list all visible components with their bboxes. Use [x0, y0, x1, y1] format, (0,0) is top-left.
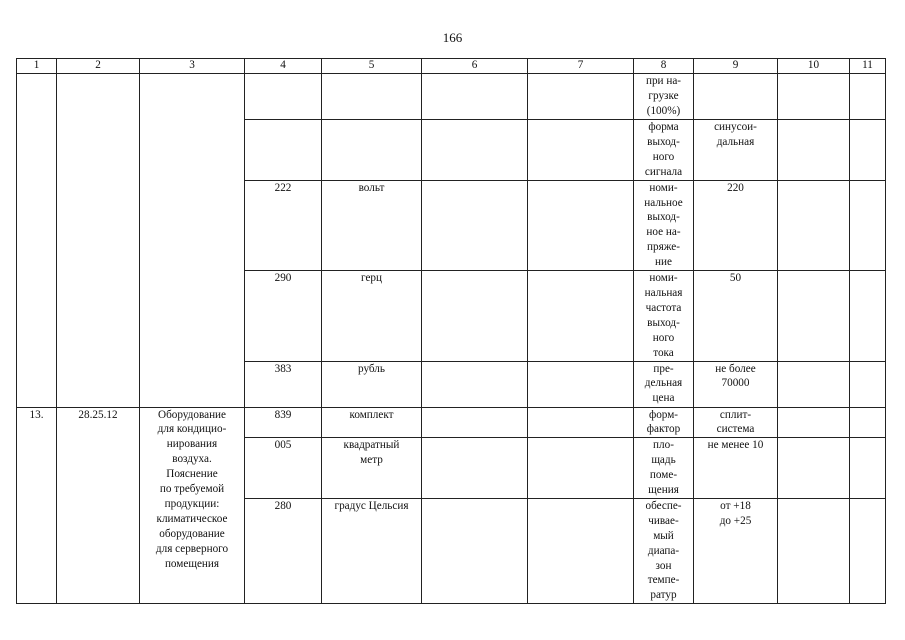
cell-empty [850, 407, 886, 438]
cell-characteristic: форма выход- ного сигнала [634, 120, 694, 181]
cell-okei-code: 290 [245, 271, 322, 361]
cell-unit: герц [322, 271, 422, 361]
cell-item-name: Оборудование для кондицио- нирования воздуха. Пояснение по требуемой продукции: климатическое оборудование для серверного помещения [140, 407, 245, 604]
cell-value [694, 74, 778, 120]
cell-unit: комплект [322, 407, 422, 438]
cell-unit [322, 120, 422, 181]
cell-empty [422, 74, 528, 120]
cell-value: 50 [694, 271, 778, 361]
cell-empty [850, 74, 886, 120]
column-number: 7 [528, 59, 634, 74]
cell-empty [778, 361, 850, 407]
cell-unit [322, 74, 422, 120]
characteristics-table [16, 58, 886, 604]
page-number: 166 [442, 30, 463, 45]
cell-characteristic: номи- нальная частота выход- ного тока [634, 271, 694, 361]
cell-characteristic: номи- нальное выход- ное на- пряже- ние [634, 180, 694, 270]
cell-empty [850, 438, 886, 499]
cell-empty [778, 438, 850, 499]
cell-empty [778, 271, 850, 361]
cell-value: не более 70000 [694, 361, 778, 407]
column-number-row [17, 59, 886, 74]
column-number: 3 [140, 59, 245, 74]
cell-okei-code: 005 [245, 438, 322, 499]
cell-empty [850, 120, 886, 181]
cell-unit: вольт [322, 180, 422, 270]
cell-unit: квадратный метр [322, 438, 422, 499]
cell-item-name [140, 74, 245, 408]
cell-okei-code: 222 [245, 180, 322, 270]
cell-unit: рубль [322, 361, 422, 407]
cell-okei-code [245, 74, 322, 120]
cell-empty [528, 361, 634, 407]
cell-empty [528, 271, 634, 361]
cell-empty [778, 407, 850, 438]
cell-okei-code [245, 120, 322, 181]
cell-empty [528, 74, 634, 120]
cell-empty [528, 438, 634, 499]
column-number: 4 [245, 59, 322, 74]
cell-empty [422, 120, 528, 181]
cell-value: 220 [694, 180, 778, 270]
cell-okei-code: 383 [245, 361, 322, 407]
cell-empty [850, 361, 886, 407]
cell-empty [422, 438, 528, 499]
cell-okpd-code [57, 74, 140, 408]
cell-empty [528, 407, 634, 438]
cell-empty [422, 271, 528, 361]
cell-empty [850, 498, 886, 603]
cell-empty [422, 361, 528, 407]
cell-empty [422, 498, 528, 603]
cell-empty [778, 120, 850, 181]
cell-empty [850, 271, 886, 361]
cell-number: 13. [17, 407, 57, 604]
cell-empty [528, 180, 634, 270]
cell-value: не менее 10 [694, 438, 778, 499]
cell-characteristic: при на- грузке (100%) [634, 74, 694, 120]
column-number: 11 [850, 59, 886, 74]
cell-empty [778, 498, 850, 603]
cell-okpd-code: 28.25.12 [57, 407, 140, 604]
column-number: 9 [694, 59, 778, 74]
cell-value: синусои- дальная [694, 120, 778, 181]
cell-empty [778, 180, 850, 270]
column-number: 1 [17, 59, 57, 74]
cell-empty [422, 180, 528, 270]
cell-characteristic: форм- фактор [634, 407, 694, 438]
table-row [17, 407, 886, 438]
cell-unit: градус Цельсия [322, 498, 422, 603]
cell-characteristic: обеспе- чивае- мый диапа- зон темпе- ратур [634, 498, 694, 603]
cell-empty [422, 407, 528, 438]
table-row [17, 74, 886, 120]
cell-empty [528, 120, 634, 181]
column-number: 5 [322, 59, 422, 74]
cell-empty [778, 74, 850, 120]
column-number: 10 [778, 59, 850, 74]
cell-okei-code: 839 [245, 407, 322, 438]
column-number: 2 [57, 59, 140, 74]
cell-value: от +18 до +25 [694, 498, 778, 603]
cell-number [17, 74, 57, 408]
cell-empty [850, 180, 886, 270]
cell-value: сплит- система [694, 407, 778, 438]
cell-okei-code: 280 [245, 498, 322, 603]
column-number: 8 [634, 59, 694, 74]
cell-characteristic: пло- щадь поме- щения [634, 438, 694, 499]
cell-empty [528, 498, 634, 603]
cell-characteristic: пре- дельная цена [634, 361, 694, 407]
column-number: 6 [422, 59, 528, 74]
